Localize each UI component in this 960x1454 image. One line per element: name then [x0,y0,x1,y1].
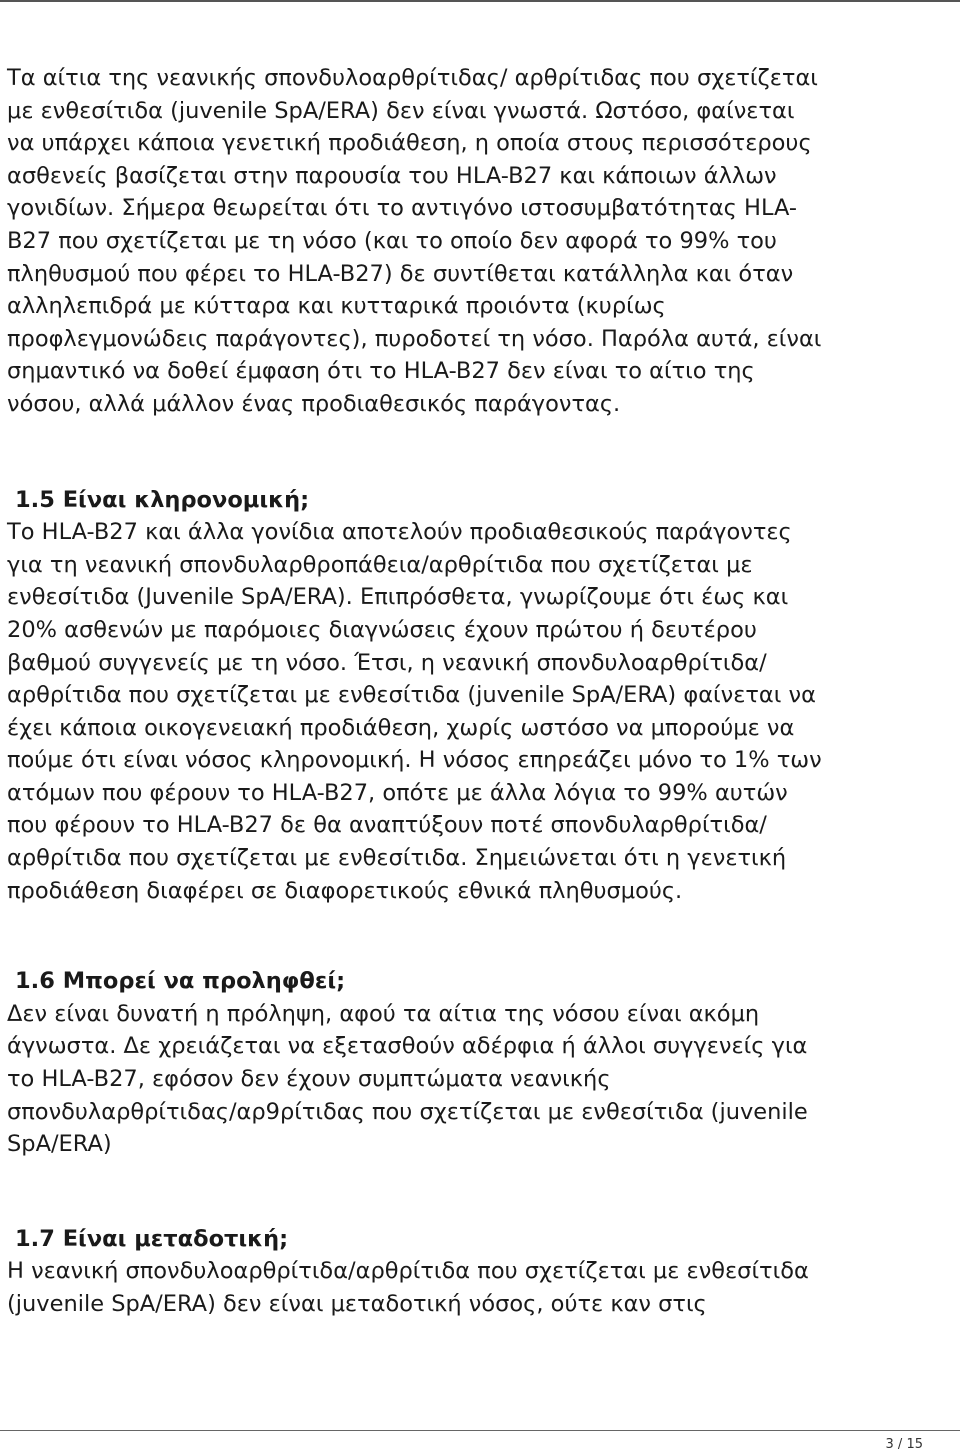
footer-divider [0,1430,960,1431]
intro-paragraph: Τα αίτια της νεανικής σπονδυλοαρθρίτιδας/ αρθρίτιδας που σχετίζεται με ενθεσίτιδα (juvenile SpA/ERA) δεν είναι γνωστά. Ωστόσο, φαίνεται να υπάρχει κάποια γενετική προδιάθεση, η οποία στους περισσότερους ασθενείς βασίζεται στην παρουσία του HLA-B27 και κάποιων άλλων γονιδίων. Σήμερα θεωρείται ότι το αντιγόνο ιστοσυμβατότητας HLA- B27 που σχετίζεται με τη νόσο (και το οποίο δεν αφορά το 99% του πληθυσμού που φέρει το HLA-B27) δε συντίθεται κατάλληλα και όταν αλληλεπιδρά με κύτταρα και κυτταρικά προιόντα (κυρίως προφλεγμονώδεις παράγοντες), πυροδοτεί τη νόσο. Παρόλα αυτά, είναι σημαντικό να δοθεί έμφαση ότι το HLA-B27 δεν είναι το αίτιο της νόσου, αλλά μάλλον ένας προδιαθεσικός παράγοντας. [7,65,822,417]
section-heading-prevention: 1.6 Μπορεί να προληφθεί; [15,968,346,995]
section-heading-contagion: 1.7 Είναι μεταδοτική; [15,1225,289,1252]
section-heading-inheritance: 1.5 Είναι κληρονομική; [15,486,310,513]
top-divider [0,0,960,2]
section-body-prevention: Δεν είναι δυνατή η πρόληψη, αφού τα αίτια της νόσου είναι ακόμη άγνωστα. Δε χρειάζεται να εξετασθούν αδέρφια ή άλλοι συγγενείς για το HLA-B27, εφόσον δεν έχουν συμπτώματα νεανικής σπονδυλαρθρίτιδας/αρ9ρίτιδας που σχετίζεται με ενθεσίτιδα (juvenile SpA/ERA) [7,1000,808,1158]
page-number: 3 / 15 [885,1437,923,1452]
section-body-inheritance: Το HLA-B27 και άλλα γονίδια αποτελούν προδιαθεσικούς παράγοντες για τη νεανική σπονδυλαρθροπάθεια/αρθρίτιδα που σχετίζεται με ενθεσίτιδα (Juvenile SpA/ERA). Επιπρόσθετα, γνωρίζουμε ότι έως και 20% ασθενών με παρόμοιες διαγνώσεις έχουν πρώτου ή δευτέρου βαθμού συγγενείς με τη νόσο. Έτσι, η νεανική σπονδυλοαρθρίτιδα/ αρθρίτιδα που σχετίζεται με ενθεσίτιδα (juvenile SpA/ERA) φαίνεται να έχει κάποια οικογενειακή προδιάθεση, χωρίς ωστόσο να μπορούμε να πούμε ότι είναι νόσος κληρονομική. Η νόσος επηρεάζει μόνο το 1% των ατόμων που φέρουν το HLA-B27, οπότε με άλλα λόγια το 99% αυτών που φέρουν το HLA-B27 δε θα αναπτύξουν ποτέ σπονδυλαρθρίτιδα/ αρθρίτιδα που σχετίζεται με ενθεσίτιδα. Σημειώνεται ότι η γενετική προδιάθεση διαφέρει σε διαφορετικούς εθνικά πληθυσμούς. [7,519,822,904]
section-body-contagion: Η νεανική σπονδυλοαρθρίτιδα/αρθρίτιδα που σχετίζεται με ενθεσίτιδα (juvenile SpA/ERA) δεν είναι μεταδοτική νόσος, ούτε καν στις [7,1258,809,1317]
document-page [7,62,922,1321]
